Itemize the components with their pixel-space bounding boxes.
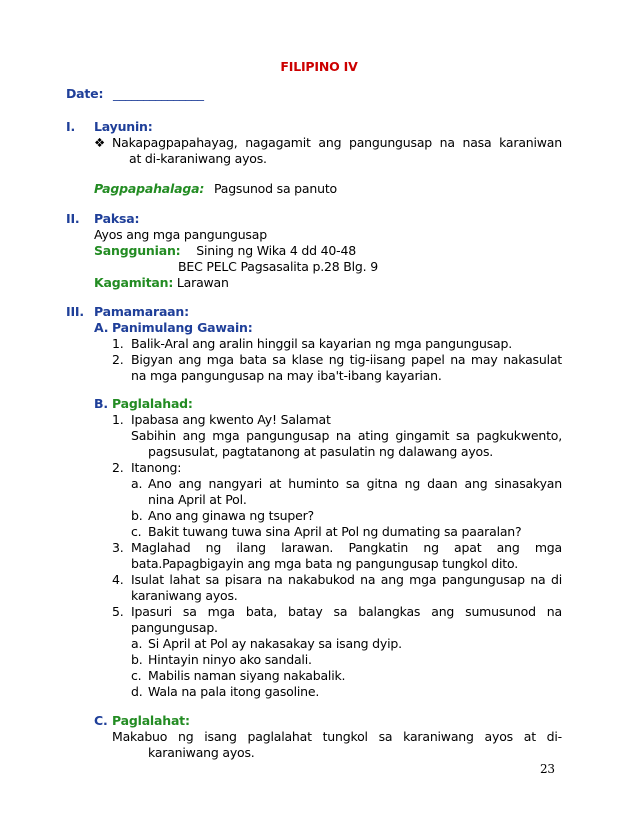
sentence-a: Si April at Pol ay nakasakay sa isang dyip. [148,636,402,651]
reference-2: BEC PELC Pagsasalita p.28 Blg. 9 [178,259,378,274]
objective-line-2: at di-karaniwang ayos. [129,151,267,166]
part-b-item-5-number: 5. [112,604,124,619]
part-b-item-5-line-1: Ipasuri sa mga bata, batay sa balangkas ang sumusunod na [131,604,562,619]
part-c-heading: Paglalahat: [112,713,190,728]
part-b-item-3-line-2: bata.Papagbigayin ang mga bata ng pangungusap tungkol dito. [131,556,518,571]
section-1-heading: Layunin: [94,119,153,134]
part-b-item-1: Ipabasa ang kwento Ay! Salamat [131,412,331,427]
value-text: Pagsunod sa panuto [213,181,337,196]
question-b: Ano ang ginawa ng tsuper? [148,508,314,523]
section-3-heading: Pamamaraan: [94,304,189,319]
sentence-b-letter: b. [131,652,143,667]
part-b-heading: Paglalahad: [112,396,193,411]
sentence-c: Mabilis naman siyang nakabalik. [148,668,346,683]
part-a-item-1-number: 1. [112,336,124,351]
reference-label: Sanggunian: [94,243,181,258]
value-colon: : [199,181,205,196]
materials-text: Larawan [176,275,229,290]
sentence-b: Hintayin ninyo ako sandali. [148,652,312,667]
objective-line-1: Nakapagpapahayag, nagagamit ang pangungusap na nasa karaniwan [112,135,562,150]
part-a-item-2-line-2: na mga pangungusap na may iba't-ibang kayarian. [131,368,442,383]
part-c-line-2: karaniwang ayos. [148,745,255,760]
part-c-line-1: Makabuo ng isang paglalahat tungkol sa karaniwang ayos at di- [112,729,562,744]
part-a-letter: A. [94,320,109,335]
question-c-letter: c. [131,524,142,539]
question-c: Bakit tuwang tuwa sina April at Pol ng dumating sa paaralan? [148,524,522,539]
part-b-item-2: Itanong: [131,460,182,475]
part-b-item-1-sub-line-2: pagsusulat, pagtatanong at pasulatin ng dalawang ayos. [148,444,494,459]
document-title: FILIPINO IV [280,59,358,74]
topic-text: Ayos ang mga pangungusap [94,227,267,242]
part-b-letter: B. [94,396,108,411]
date-blank: _______________ [113,86,204,101]
part-a-heading: Panimulang Gawain: [112,320,253,335]
section-3-number: III. [66,304,84,319]
reference-row [94,243,356,259]
part-b-item-2-number: 2. [112,460,124,475]
part-b-item-3-number: 3. [112,540,124,555]
section-2-number: II. [66,211,80,226]
section-2-heading: Paksa: [94,211,140,226]
value-label: Pagpapahalaga [94,181,200,196]
question-a-line-2: nina April at Pol. [148,492,247,507]
part-b-item-4-line-1: Isulat lahat sa pisara na nakabukod na ang mga pangungusap na di [131,572,562,587]
value-row [94,181,337,197]
materials-row [94,275,229,291]
sentence-a-letter: a. [131,636,143,651]
reference-1: Sining ng Wika 4 dd 40-48 [196,243,356,258]
question-b-letter: b. [131,508,143,523]
part-b-item-4-number: 4. [112,572,124,587]
section-1-number: I. [66,119,75,134]
part-b-item-3-line-1: Maglahad ng ilang larawan. Pangkatin ng apat ang mga [131,540,562,555]
diamond-bullet-icon: ❖ [94,135,106,150]
part-b-item-5-line-2: pangungusap. [131,620,218,635]
sentence-d: Wala na pala itong gasoline. [148,684,320,699]
sentence-d-letter: d. [131,684,143,699]
date-row [66,86,204,102]
page-number: 23 [540,762,555,776]
date-label: Date: [66,86,104,101]
sentence-c-letter: c. [131,668,142,683]
part-c-letter: C. [94,713,108,728]
question-a-line-1: Ano ang nangyari at huminto sa gitna ng daan ang sinasakyan [148,476,562,491]
part-b-item-1-sub-line-1: Sabihin ang mga pangungusap na ating gingamit sa pagkukwento, [131,428,562,443]
part-b-item-1-number: 1. [112,412,124,427]
question-a-letter: a. [131,476,143,491]
materials-label: Kagamitan: [94,275,174,290]
part-b-item-4-line-2: karaniwang ayos. [131,588,238,603]
part-a-item-2-line-1: Bigyan ang mga bata sa klase ng tig-iisang papel na may nakasulat [131,352,562,367]
part-a-item-2-number: 2. [112,352,124,367]
part-a-item-1: Balik-Aral ang aralin hinggil sa kayarian ng mga pangungusap. [131,336,513,351]
